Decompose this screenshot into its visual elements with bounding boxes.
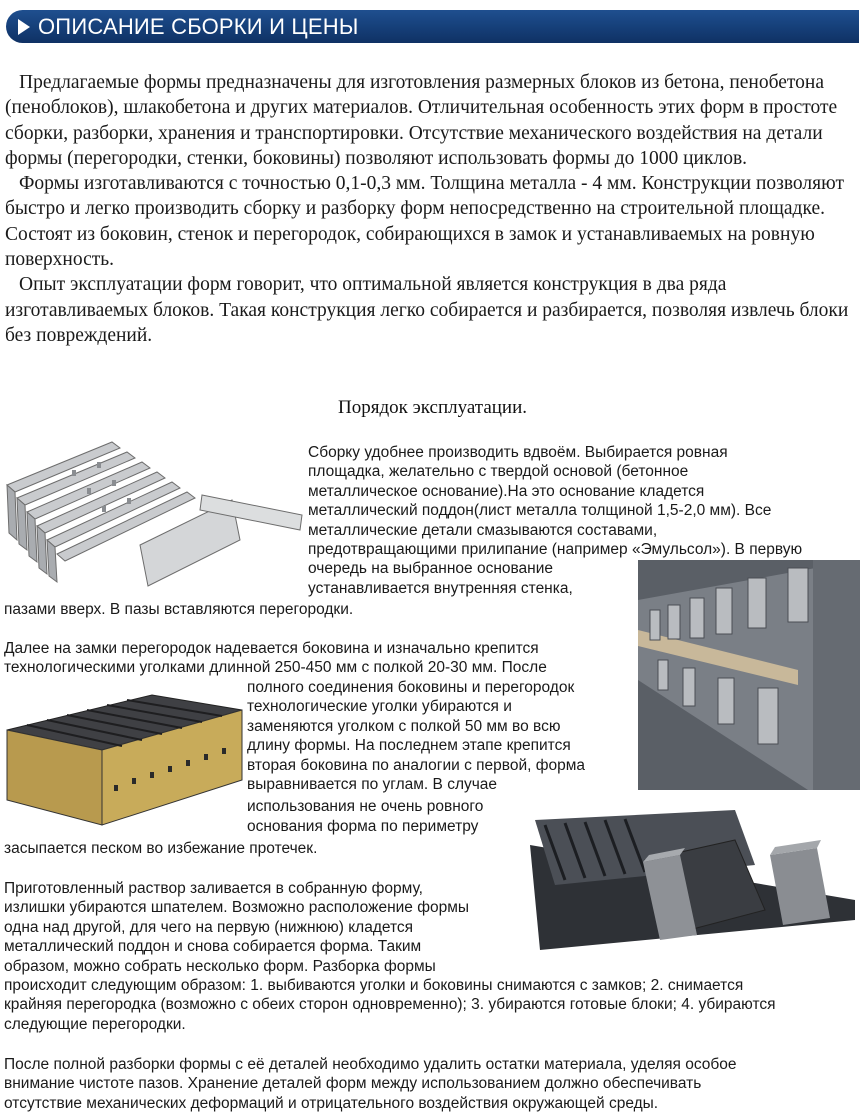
text-line: одна над другой, для чего на первую (нижнюю) кладется: [4, 918, 414, 936]
text-line: излишки убираются шпателем. Возможно расположение формы: [4, 899, 470, 917]
partitions-photo: [2, 440, 307, 590]
section-title: ОПИСАНИЕ СБОРКИ И ЦЕНЫ: [38, 14, 359, 39]
text-line: металлический поддон и снова собирается форма. Таким: [4, 938, 422, 956]
step-3-text: [4, 879, 862, 1034]
intro-paragraph-1: Предлагаемые формы предназначены для изготовления размерных блоков из бетона, пенобетона (пеноблоков), шлакобетона и других материалов. Отличительная особенность этих форм в простоте сборки, разборки, хранения и транспортировки. Отсутствие механического воздействия на детали формы (перегородки, стенки, боковины) позволяют использовать формы до 1000 циклов.: [5, 72, 838, 169]
text-line: вторая боковина по аналогии с первой, форма: [247, 756, 585, 774]
text-line: следующие перегородки.: [4, 1015, 186, 1033]
text-line: металлические детали смазываются составами,: [308, 521, 658, 539]
text-line: выравнивается по углам. В случае: [247, 776, 498, 794]
text-line: использования не очень ровного: [247, 798, 484, 816]
step-2-tail: засыпается песком во избежание протечек.: [4, 840, 318, 857]
intro-paragraph-3: Опыт эксплуатации форм говорит, что оптимальной является конструкция в два ряда изготавливаемых блоков. Такая конструкция легко собирается и разбирается, позволяя извлечь блоки без повреждений.: [5, 274, 849, 346]
step-4-text: [4, 1055, 862, 1113]
text-line: Далее на замки перегородок надевается боковина и изначально крепится: [4, 640, 539, 657]
text-line: площадка, желательно с твердой основой (бетонное: [308, 463, 689, 481]
text-line: полного соединения боковины и перегородок: [247, 679, 575, 696]
text-line: металлическое основание).На это основание кладется: [308, 482, 705, 500]
triangle-bullet-icon: [18, 19, 30, 35]
text-line: длину формы. На последнем этапе крепится: [247, 737, 571, 755]
text-line: отсутствие механических деформаций и отрицательного воздействия окружающей среды.: [4, 1094, 659, 1112]
text-line: Сборку удобнее производить вдвоём. Выбирается ровная: [308, 444, 728, 461]
text-line: После полной разборки формы с её деталей необходимо удалить остатки материала, уделяя особое: [4, 1056, 737, 1073]
step-2-text-full: [4, 639, 644, 678]
text-line: заменяются уголком с полкой 50 мм во всю: [247, 717, 561, 735]
text-line: происходит следующим образом: 1. выбиваются уголки и боковины снимаются с замков; 2. снимается: [4, 977, 744, 995]
assembled-form-photo: [2, 690, 247, 830]
section-header: [6, 10, 859, 43]
text-line: очередь на выбранное основание: [308, 560, 554, 578]
text-line: крайняя перегородка (возможно с обеих сторон одновременно); 3. убираются готовые блоки; 4. убираются: [4, 996, 776, 1014]
text-line: устанавливается внутренняя стенка,: [308, 579, 573, 597]
intro-paragraph-2: Формы изготавливаются с точностью 0,1-0,3 мм. Толщина металла - 4 мм. Конструкции позволяют быстро и легко производить сборку и разборку форм непосредственно на строительной площадке. Состоят из боковин, стенок и перегородок, собирающихся в замок и устанавливаемых на ровную поверхность.: [5, 173, 844, 271]
text-line: металлический поддон(лист металла толщиной 1,5-2,0 мм). Все: [308, 502, 772, 520]
text-line: Приготовленный раствор заливается в собранную форму,: [4, 880, 423, 897]
step-1-tail: пазами вверх. В пазы вставляются перегородки.: [4, 601, 354, 618]
text-line: технологические уголки убираются и: [247, 698, 512, 716]
text-line: внимание чистоте пазов. Хранение деталей форм между использованием должно обеспечивать: [4, 1075, 702, 1093]
text-line: предотвращающими прилипание (например «Эмульсол»). В первую: [308, 541, 803, 559]
text-line: образом, можно собрать несколько форм. Разборка формы: [4, 957, 436, 975]
operation-heading: Порядок эксплуатации.: [337, 397, 528, 418]
side-wall-photo: [638, 560, 860, 790]
text-line: технологическими уголками длинной 250-450 мм с полкой 20-30 мм. После: [4, 659, 547, 677]
text-line: основания форма по периметру: [247, 817, 479, 835]
intro-text: [5, 70, 855, 348]
